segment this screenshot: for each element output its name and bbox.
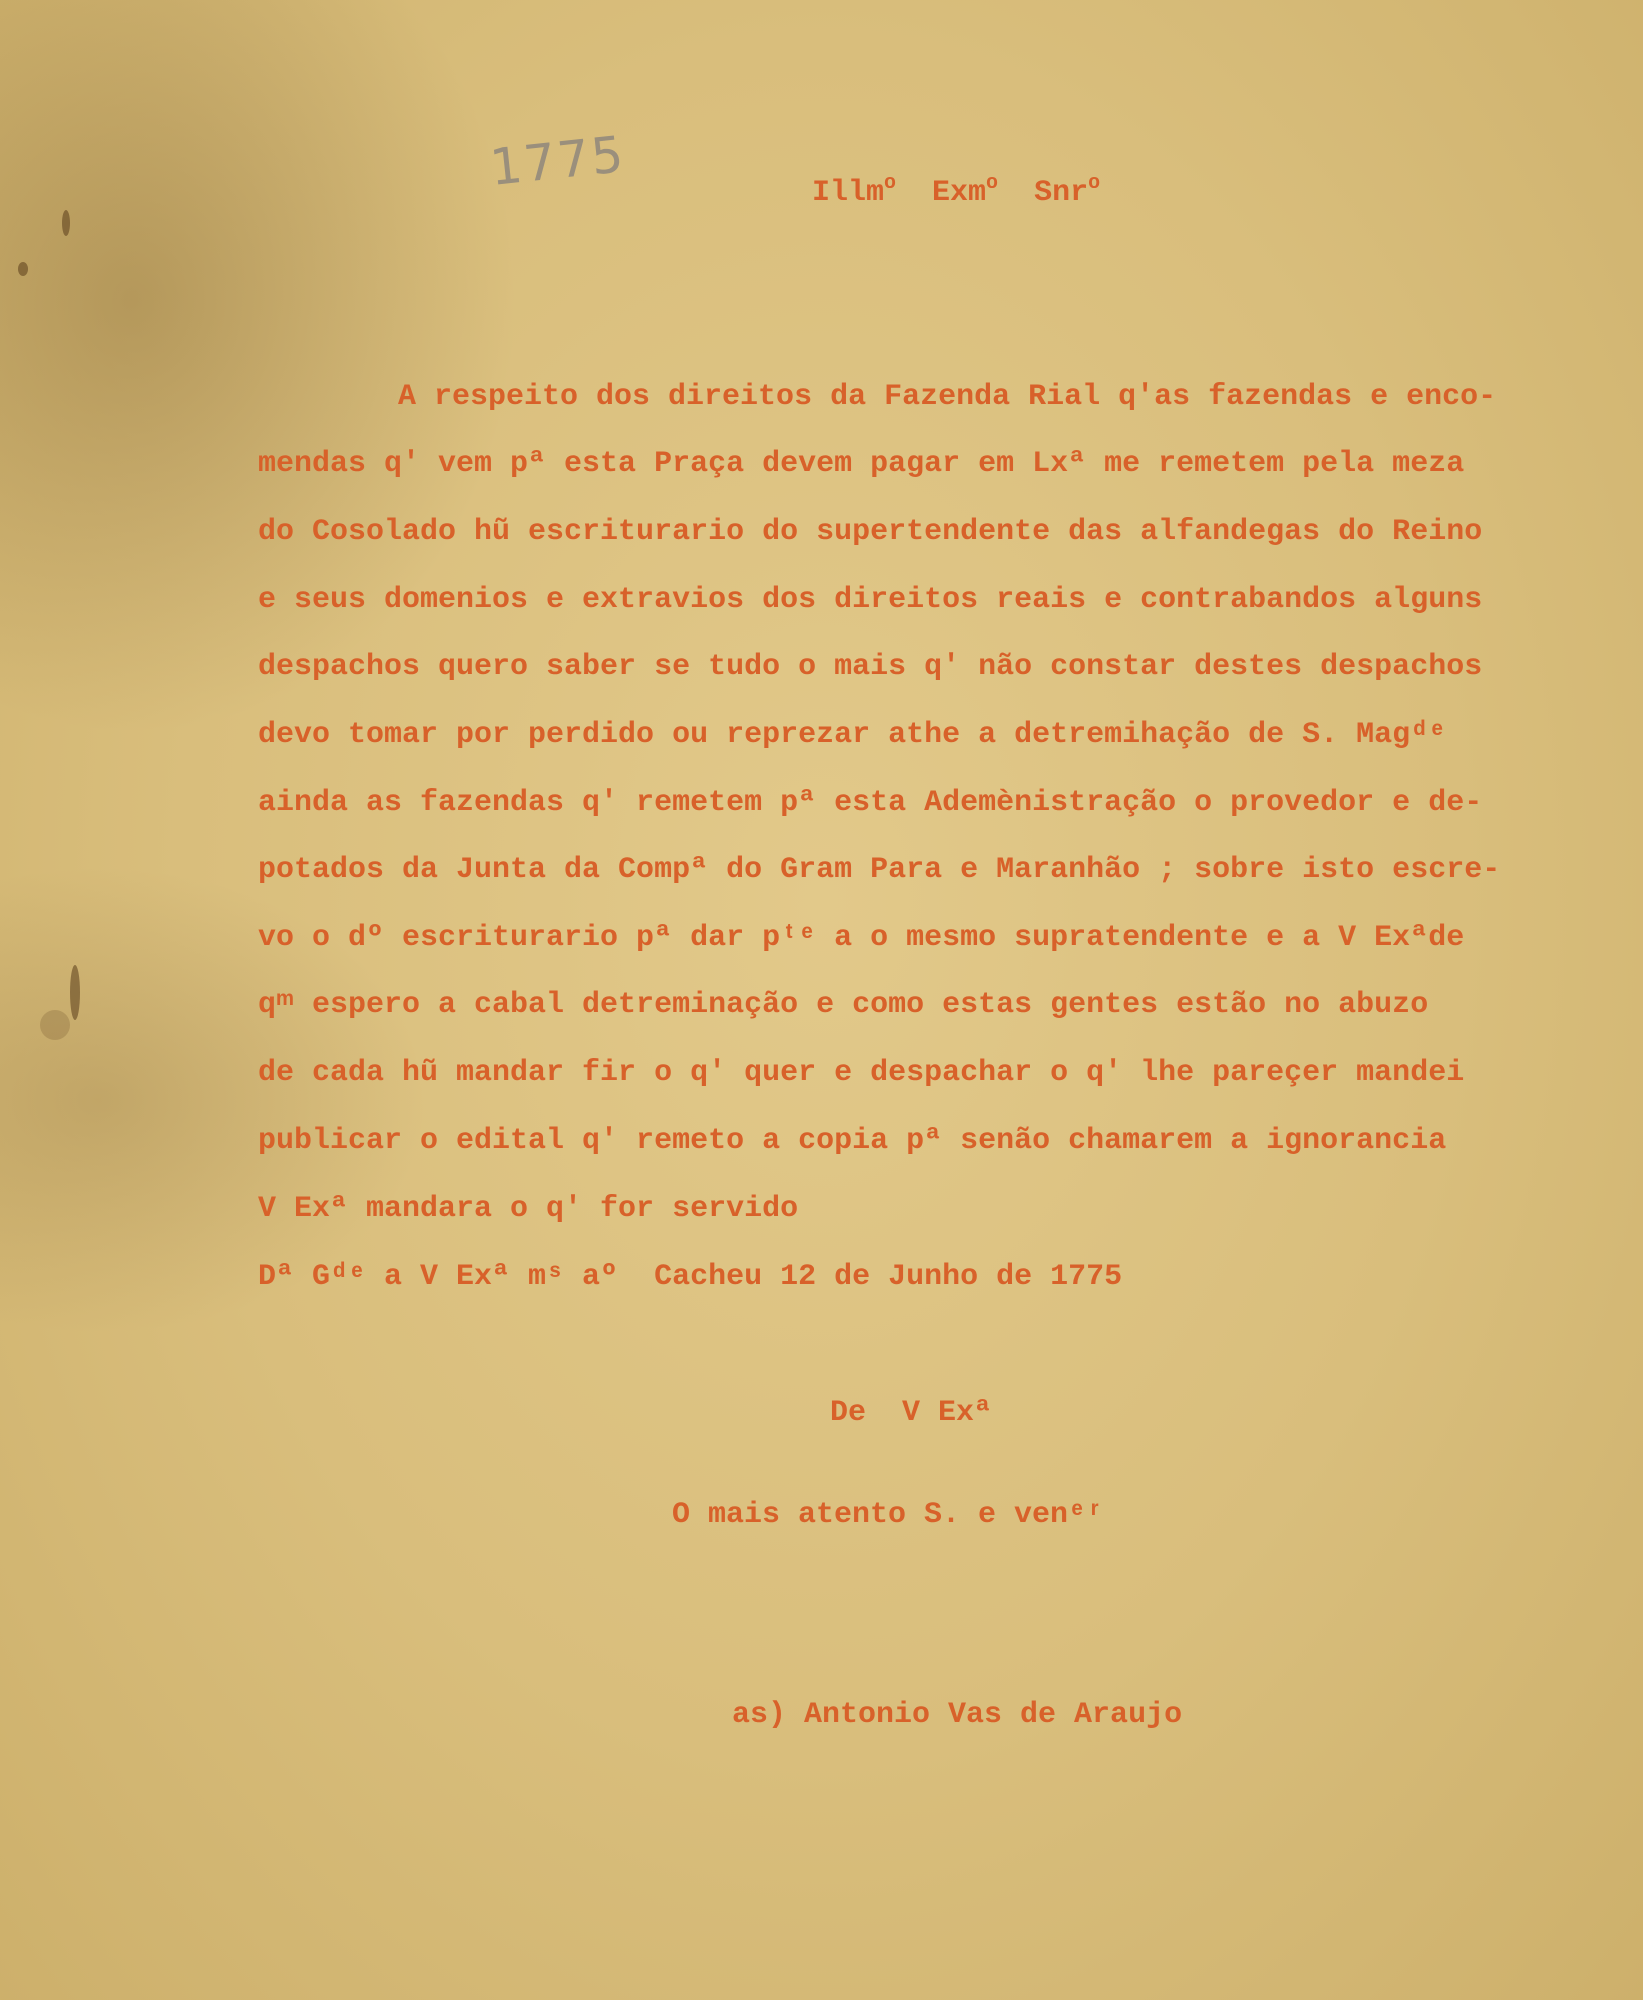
letter-line: ainda as fazendas q' remetem pª esta Ademènistração o provedor e de- — [258, 786, 1483, 820]
age-stain — [40, 1010, 70, 1040]
age-stain — [62, 210, 70, 236]
letter-line: A respeito dos direitos da Fazenda Rial q'as fazendas e enco- — [398, 380, 1497, 414]
salutation: Illm$^o$ Exm$^o$ Snr$^o$ — [812, 172, 1101, 210]
letter-line: do Cosolado hũ escriturario do supertendente das alfandegas do Reino — [258, 515, 1483, 549]
letter-line: de cada hũ mandar fir o q' quer e despachar o q' lhe pareçer mandei — [258, 1056, 1465, 1090]
letter-line: despachos quero saber se tudo o mais q' não constar destes despachos — [258, 650, 1483, 684]
letter-line: Dª Gᵈᵉ a V Exª mˢ aº Cacheu 12 de Junho de 1775 — [258, 1260, 1123, 1294]
letter-line: V Exª mandara o q' for servido — [258, 1192, 799, 1226]
handwritten-year-annotation: 1775 — [487, 125, 628, 197]
closing-line: De V Exª — [830, 1396, 993, 1430]
letter-line: qᵐ espero a cabal detreminação e como estas gentes estão no abuzo — [258, 988, 1429, 1022]
letter-line: vo o dº escriturario pª dar pᵗᵉ a o mesmo supratendente e a V Exªde — [258, 921, 1465, 955]
signature: as) Antonio Vas de Araujo — [732, 1698, 1183, 1732]
letter-line: potados da Junta da Compª do Gram Para e Maranhão ; sobre isto escre- — [258, 853, 1501, 887]
letter-line: e seus domenios e extravios dos direitos reais e contrabandos alguns — [258, 583, 1483, 617]
letter-line: mendas q' vem pª esta Praça devem pagar em Lxª me remetem pela meza — [258, 447, 1465, 481]
letter-line: devo tomar por perdido ou reprezar athe a detremihação de S. Magᵈᵉ — [258, 718, 1447, 752]
age-stain — [70, 965, 80, 1020]
closing-line: O mais atento S. e venᵉʳ — [672, 1498, 1105, 1532]
letter-line: publicar o edital q' remeto a copia pª senão chamarem a ignorancia — [258, 1124, 1447, 1158]
age-stain — [18, 262, 28, 276]
